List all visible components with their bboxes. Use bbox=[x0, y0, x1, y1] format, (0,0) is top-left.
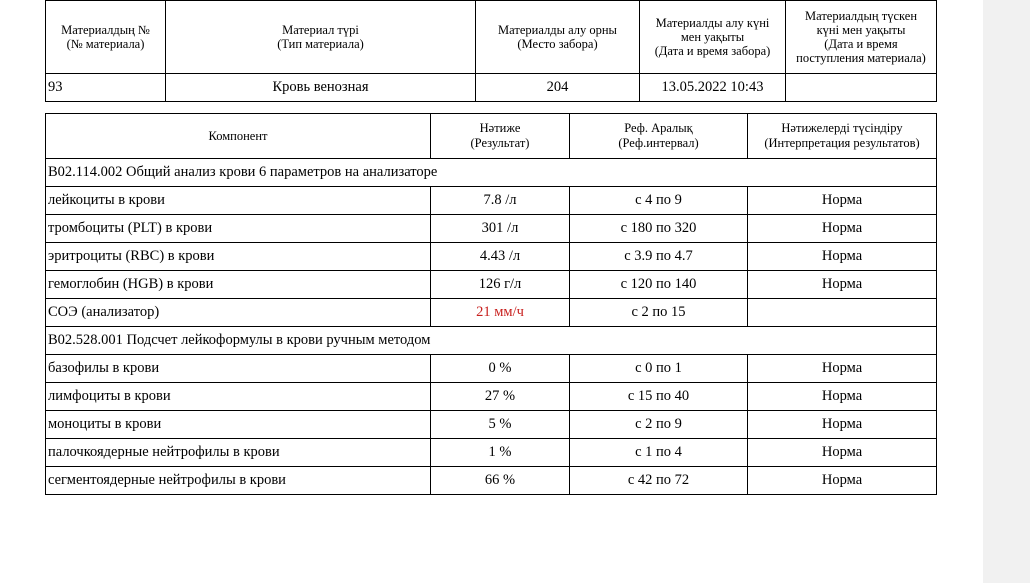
component-name: тромбоциты (PLT) в крови bbox=[46, 215, 431, 243]
reference-range: с 0 по 1 bbox=[570, 355, 748, 383]
reference-range: с 180 по 320 bbox=[570, 215, 748, 243]
component-name: сегментоядерные нейтрофилы в крови bbox=[46, 467, 431, 495]
result-value: 0 % bbox=[431, 355, 570, 383]
component-name: эритроциты (RBC) в крови bbox=[46, 243, 431, 271]
header-reference: Реф. Аралық (Реф.интервал) bbox=[570, 114, 748, 159]
received-datetime bbox=[786, 74, 937, 102]
reference-range: с 120 по 140 bbox=[570, 271, 748, 299]
table-row bbox=[46, 439, 937, 467]
interpretation: Норма bbox=[748, 243, 937, 271]
header-material-number: Материалдың № (№ материала) bbox=[46, 1, 166, 74]
result-value: 66 % bbox=[431, 467, 570, 495]
component-name: СОЭ (анализатор) bbox=[46, 299, 431, 327]
reference-range: с 3.9 по 4.7 bbox=[570, 243, 748, 271]
result-value: 5 % bbox=[431, 411, 570, 439]
section-row bbox=[46, 159, 937, 187]
header-collection-place: Материалды алу орны (Место забора) bbox=[476, 1, 640, 74]
header-received-datetime: Материалдың түскен күні мен уақыты (Дата и время поступления материала) bbox=[786, 1, 937, 74]
header-result: Нәтиже (Результат) bbox=[431, 114, 570, 159]
table-row bbox=[46, 355, 937, 383]
section-title: B02.528.001 Подсчет лейкоформулы в крови ручным методом bbox=[46, 327, 937, 355]
interpretation: Норма bbox=[748, 271, 937, 299]
reference-range: с 15 по 40 bbox=[570, 383, 748, 411]
header-collection-datetime: Материалды алу күні мен уақыты (Дата и время забора) bbox=[640, 1, 786, 74]
table-row bbox=[46, 271, 937, 299]
section-title: B02.114.002 Общий анализ крови 6 параметров на анализаторе bbox=[46, 159, 937, 187]
component-name: палочкоядерные нейтрофилы в крови bbox=[46, 439, 431, 467]
result-value: 27 % bbox=[431, 383, 570, 411]
table-row bbox=[46, 215, 937, 243]
component-name: лимфоциты в крови bbox=[46, 383, 431, 411]
component-name: лейкоциты в крови bbox=[46, 187, 431, 215]
reference-range: с 1 по 4 bbox=[570, 439, 748, 467]
interpretation: Норма bbox=[748, 439, 937, 467]
material-type: Кровь венозная bbox=[166, 74, 476, 102]
table-row bbox=[46, 243, 937, 271]
reference-range: с 4 по 9 bbox=[570, 187, 748, 215]
component-name: моноциты в крови bbox=[46, 411, 431, 439]
reference-range: с 2 по 9 bbox=[570, 411, 748, 439]
table-row bbox=[46, 383, 937, 411]
interpretation: Норма bbox=[748, 355, 937, 383]
table-row bbox=[46, 299, 937, 327]
results-table bbox=[45, 113, 937, 495]
reference-range: с 42 по 72 bbox=[570, 467, 748, 495]
interpretation: Норма bbox=[748, 215, 937, 243]
result-value-abnormal: 21 мм/ч bbox=[431, 299, 570, 327]
result-value: 301 /л bbox=[431, 215, 570, 243]
reference-range: с 2 по 15 bbox=[570, 299, 748, 327]
header-component: Компонент bbox=[46, 114, 431, 159]
component-name: гемоглобин (HGB) в крови bbox=[46, 271, 431, 299]
material-row bbox=[46, 74, 937, 102]
collection-datetime: 13.05.2022 10:43 bbox=[640, 74, 786, 102]
result-value: 1 % bbox=[431, 439, 570, 467]
result-value: 4.43 /л bbox=[431, 243, 570, 271]
interpretation bbox=[748, 299, 937, 327]
interpretation: Норма bbox=[748, 467, 937, 495]
table-row bbox=[46, 411, 937, 439]
collection-place: 204 bbox=[476, 74, 640, 102]
interpretation: Норма bbox=[748, 383, 937, 411]
table-row bbox=[46, 467, 937, 495]
result-value: 126 г/л bbox=[431, 271, 570, 299]
interpretation: Норма bbox=[748, 187, 937, 215]
interpretation: Норма bbox=[748, 411, 937, 439]
section-row bbox=[46, 327, 937, 355]
viewer-side-strip bbox=[983, 0, 1030, 583]
component-name: базофилы в крови bbox=[46, 355, 431, 383]
material-table bbox=[45, 0, 937, 102]
table-row bbox=[46, 187, 937, 215]
header-material-type: Материал түрі (Тип материала) bbox=[166, 1, 476, 74]
material-number: 93 bbox=[46, 74, 166, 102]
header-interpretation: Нәтижелерді түсіндіру (Интерпретация результатов) bbox=[748, 114, 937, 159]
result-value: 7.8 /л bbox=[431, 187, 570, 215]
